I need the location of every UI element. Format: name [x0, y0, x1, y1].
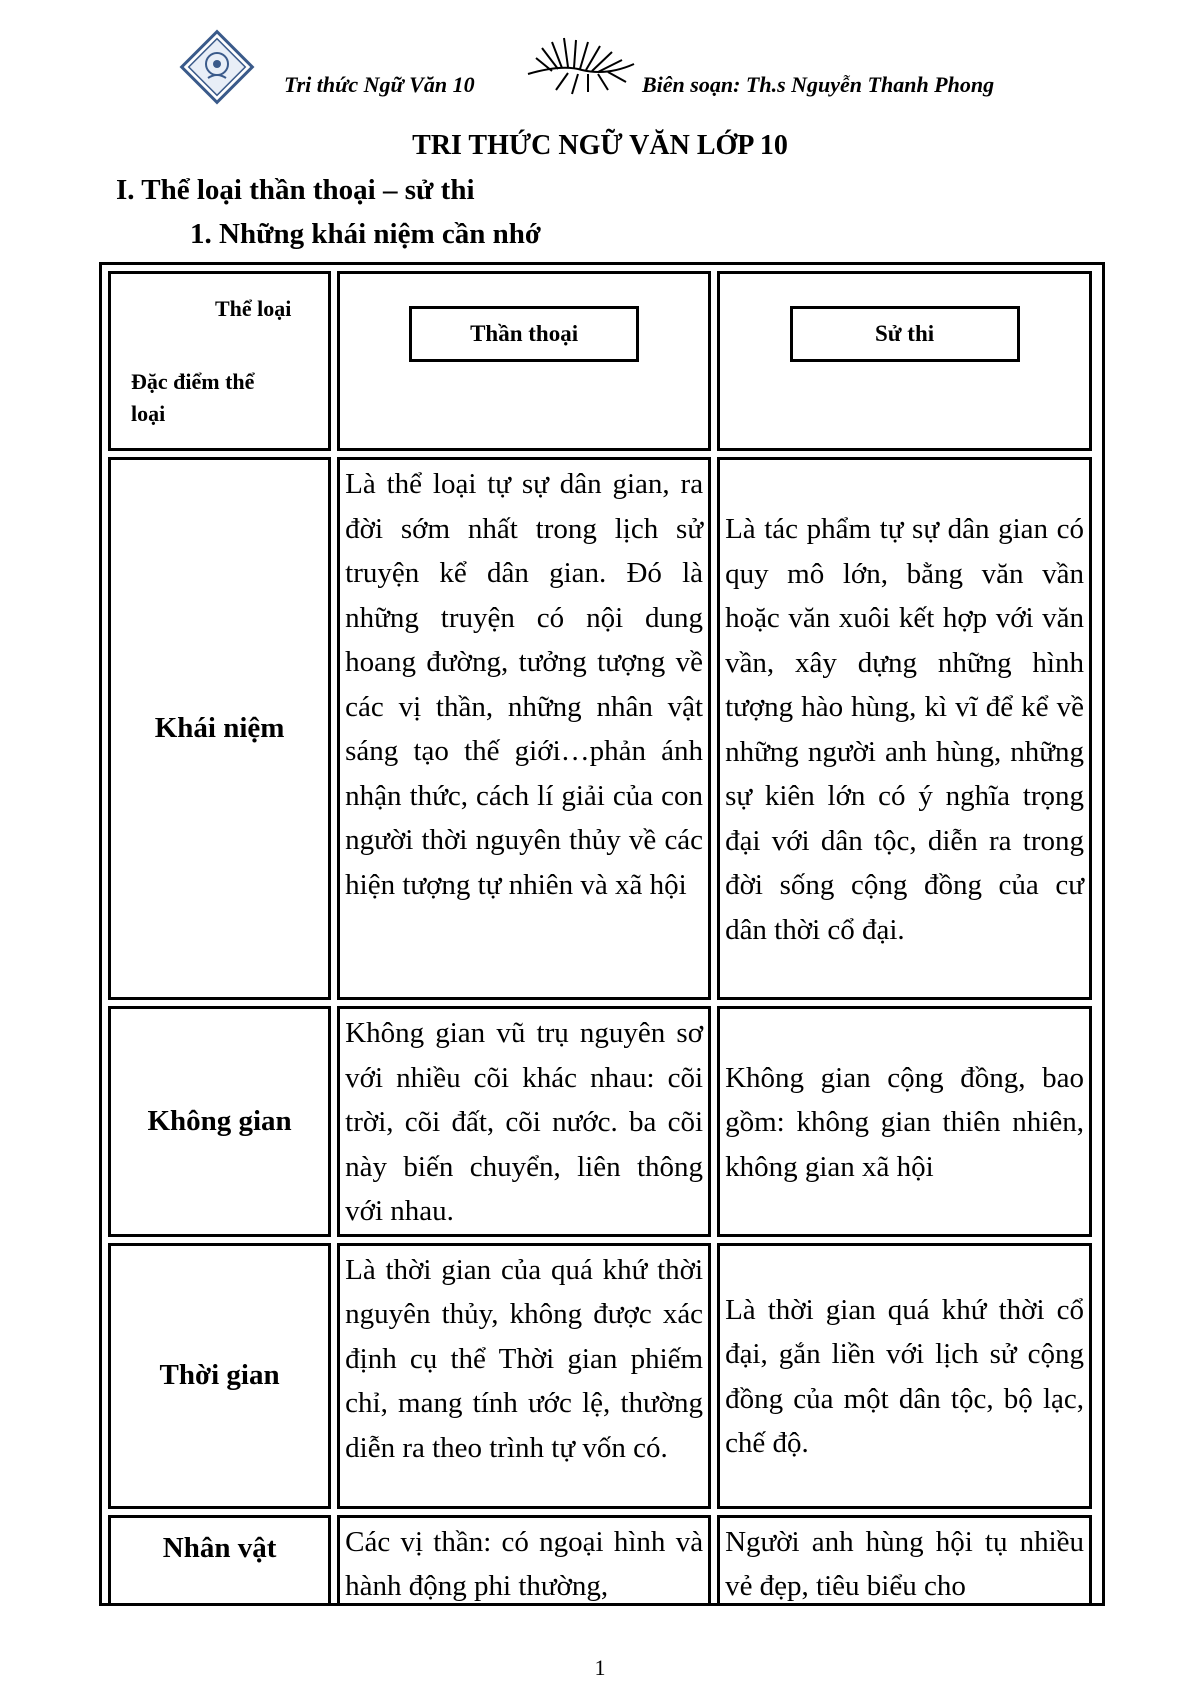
table-cell: [337, 1515, 711, 1607]
cell-text: Là thể loại tự sự dân gian, ra đời sớm nhất trong lịch sử truyện kể dân gian. Đó là những truyện có nội dung hoang đường, tưởng tượng về các vị thần, những nhân vật sáng tạo thế giới…phản ánh nhận thức, cách lí giải của con người thời nguyên thủy về các hiện tượng tự nhiên và xã hội: [345, 468, 704, 901]
cell-text: Không gian cộng đồng, bao gồm: không gian thiên nhiên, không gian xã hội: [725, 1061, 1084, 1183]
cell-text: Là thời gian quá khứ thời cổ đại, gắn liền với lịch sử cộng đồng của một dân tộc, bộ lạc, chế độ.: [725, 1293, 1084, 1459]
table-header-row: [108, 271, 1092, 451]
row-label: Khái niệm: [108, 457, 331, 1000]
table-row: [108, 1515, 1092, 1607]
subsection-heading: 1. Những khái niệm cần nhớ: [190, 218, 541, 250]
school-logo: [178, 28, 256, 106]
cell-text: Người anh hùng hội tụ nhiều vẻ đẹp, tiêu biểu cho: [725, 1525, 1084, 1602]
table-row: [108, 457, 1092, 1000]
header-subject: Tri thức Ngữ Văn 10: [284, 72, 475, 97]
header-su-thi: [717, 271, 1092, 451]
row-label: Thời gian: [108, 1243, 331, 1509]
header-than-thoai: [337, 271, 711, 451]
cell-text: Là thời gian của quá khứ thời nguyên thủy, không được xác định cụ thể Thời gian phiếm chỉ, mang tính ước lệ, thường diễn ra theo trình tự vốn có.: [345, 1253, 704, 1464]
table-row: [108, 1006, 1092, 1237]
corner-feature-label: Đặc điểm thể loại: [131, 369, 255, 426]
table-row: [108, 1243, 1092, 1509]
table-cell: [717, 1243, 1092, 1509]
comparison-table: [99, 262, 1105, 1606]
quill-ornament-icon: [522, 34, 640, 98]
header-author: Biên soạn: Th.s Nguyễn Thanh Phong: [642, 72, 995, 97]
cell-text: Các vị thần: có ngoại hình và hành động phi thường,: [345, 1525, 704, 1602]
document-title: TRI THỨC NGỮ VĂN LỚP 10: [412, 130, 788, 161]
cell-text: Là tác phẩm tự sự dân gian có quy mô lớn, bằng văn vần hoặc văn xuôi kết hợp với văn vần, xây dựng những hình tượng hào hùng, kì vĩ để kể về những người anh hùng, những sự kiên lớn có ý nghĩa trọng đại với dân tộc, diễn ra trong đời sống cộng đồng của cư dân thời cổ đại.: [725, 513, 1084, 946]
row-label: Nhân vật: [108, 1515, 331, 1607]
table-cell: [717, 1515, 1092, 1607]
section-heading: I. Thể loại thần thoại – sử thi: [116, 174, 475, 206]
genre-box-su-thi: Sử thi: [790, 306, 1020, 362]
corner-genre-label: Thể loại: [215, 296, 292, 321]
row-label: Không gian: [108, 1006, 331, 1237]
table-cell: [337, 1006, 711, 1237]
genre-box-than-thoai: Thần thoại: [409, 306, 639, 362]
cell-text: Không gian vũ trụ nguyên sơ với nhiều cõi khác nhau: cõi trời, cõi đất, cõi nước. ba cõi này biến chuyển, liên thông với nhau.: [345, 1017, 704, 1227]
table-cell: [337, 1243, 711, 1509]
table-cell: [717, 1006, 1092, 1237]
page-number: 1: [594, 1655, 606, 1680]
table-cell: [717, 457, 1092, 1000]
table-cell: [337, 457, 711, 1000]
corner-cell: [108, 271, 331, 451]
